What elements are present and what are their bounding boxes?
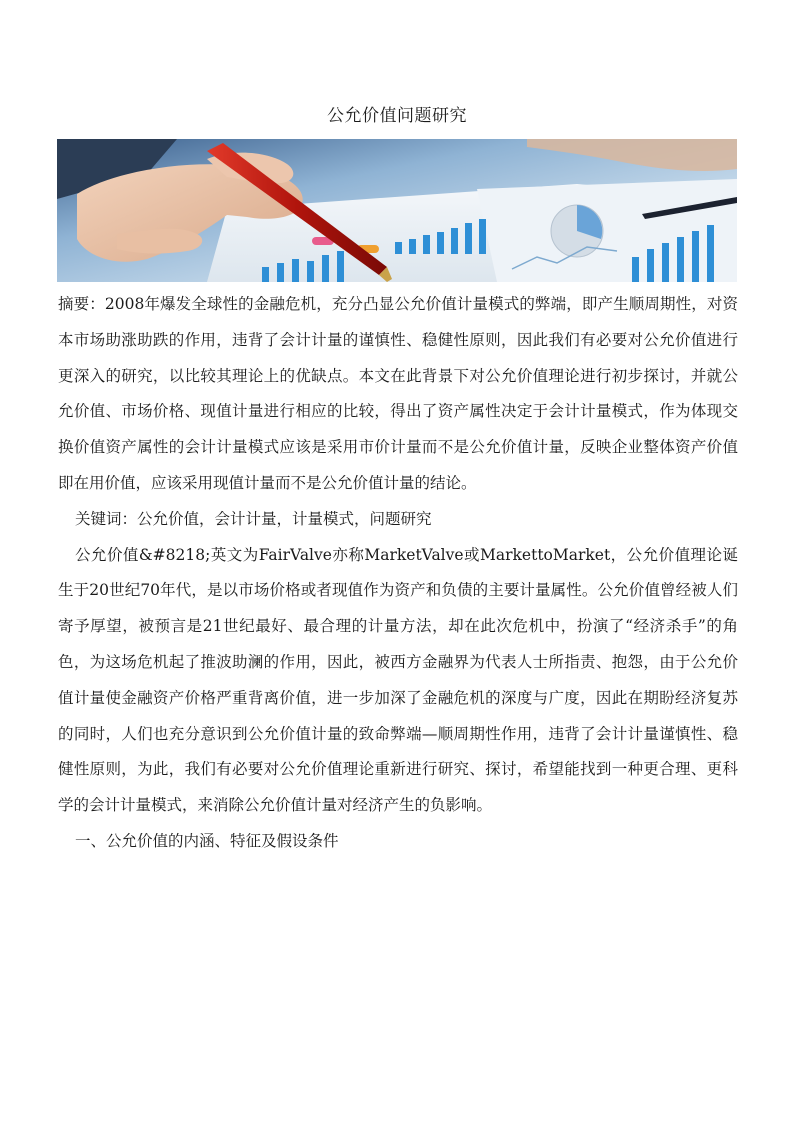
section-heading-1: 一、公允价值的内涵、特征及假设条件 — [75, 831, 339, 850]
banner-image — [57, 139, 737, 282]
page-title: 公允价值问题研究 — [327, 106, 467, 126]
abstract-paragraph: 摘要：2008年爆发全球性的金融危机，充分凸显公允价值计量模式的弊端，即产生顺周期性，对资本市场助涨助跌的作用，违背了会计计量的谨慎性、稳健性原则，因此我们有必要对公允价值进行更深入的研究，以比较其理论上的优缺点。本文在此背景下对公允价值理论进行初步探讨，并就公允价值、市场价格、现值计量进行相应的比较，得出了资产属性决定于会计计量模式，作为体现交换价值资产属性的会计计量模式应该是采用市价计量而不是公允价值计量，反映企业整体资产价值即在用价值，应该采用现值计量而不是公允价值计量的结论。 — [58, 295, 738, 492]
keywords-paragraph: 关键词：公允价值，会计计量，计量模式，问题研究 — [75, 509, 432, 528]
intro-paragraph: 公允价值&#8218;英文为FairValve亦称MarketValve或MarkettoMarket，公允价值理论诞生于20世纪70年代，是以市场价格或者现值作为资产和负债的主要计量属性。公允价值曾经被人们寄予厚望，被预言是21世纪最好、最合理的计量方法，却在此次危机中，扮演了“经济杀手”的角色，为这场危机起了推波助澜的作用，因此，被西方金融界为代表人士所指责、抱怨，由于公允价值计量使金融资产价格严重背离价值，进一步加深了金融危机的深度与广度，因此在期盼经济复苏的同时，人们也充分意识到公允价值计量的致命弊端—顺周期性作用，违背了会计计量谨慎性、稳健性原则，为此，我们有必要对公允价值理论重新进行研究、探讨，希望能找到一种更合理、更科学的会计计量模式，来消除公允价值计量对经济产生的负影响。 — [58, 545, 738, 815]
article-body — [58, 287, 738, 860]
hand-pen-chart-illustration — [57, 139, 737, 282]
